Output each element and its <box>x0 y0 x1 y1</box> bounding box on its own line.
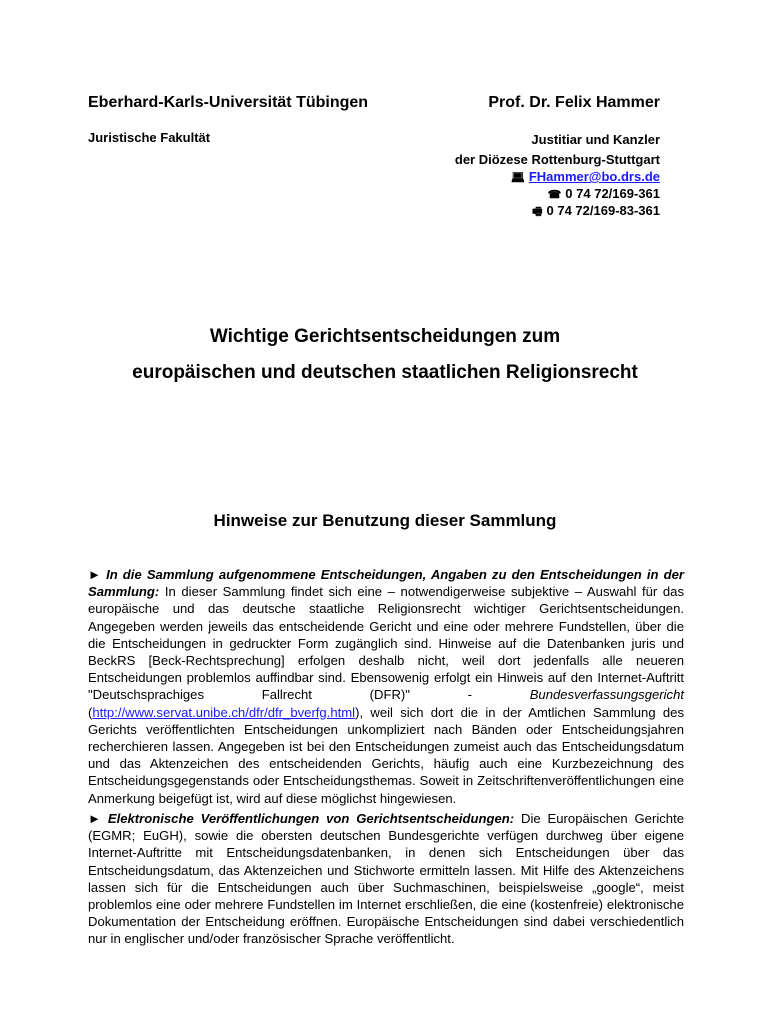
email-link[interactable]: FHammer@bo.drs.de <box>528 169 660 184</box>
fax-line <box>455 203 660 220</box>
phone-line <box>455 186 660 203</box>
header-left <box>88 92 368 145</box>
paragraph1-court: Bundesverfassungsgericht <box>529 687 684 703</box>
header-right <box>455 92 660 220</box>
paragraph1-text-a: In dieser Sammlung findet sich eine – notwendigerweise subjektive – Auswahl für das europäische und das deutsche staatliche Religionsrecht wichtiger Gerichtsentscheidungen. Angegeben werden jeweils das entscheidende Gericht und eine oder mehrere Fundstellen, über die die Entscheidungen in gedruckter Form zugänglich sind. Hinweise auf die Datenbanken juris und BeckRS [Beck-Rechtsprechung] erfolgen deshalb nicht, weil dort jedenfalls alle neueren Entscheidungen problemlos auffindbar sind. Ebensowenig erfolgt ein Hinweis auf den Internet-Auftritt "Deutschsprachiges Fallrecht (DFR)" - <box>88 584 684 703</box>
fax-icon: 🖷︎ <box>532 206 543 218</box>
paragraph1-lead: In die Sammlung aufgenommene Entscheidungen, Angaben zu den Entscheidungen in der Sammlung: <box>88 567 685 600</box>
paragraph2-lead: Elektronische Veröffentlichungen von Gerichtsentscheidungen: <box>107 811 515 826</box>
telephone-icon: ☎ <box>547 189 562 201</box>
university-name: Eberhard-Karls-Universität Tübingen <box>88 94 369 111</box>
document-title-line1: Wichtige Gerichtsentscheidungen zum <box>209 326 561 347</box>
phone-number: 0 74 72/169-361 <box>565 186 660 201</box>
email-line <box>455 169 660 186</box>
paragraph-elektronisch <box>88 810 684 948</box>
paragraph-sammlung <box>88 566 684 807</box>
fax-number: 0 74 72/169-83-361 <box>546 203 660 218</box>
document-title-line2: europäischen und deutschen staatlichen Religionsrecht <box>132 362 638 383</box>
section-heading: Hinweise zur Benutzung dieser Sammlung <box>213 511 557 530</box>
paragraph1-open-paren: ( <box>88 704 93 720</box>
computer-icon: 💻︎ <box>510 172 525 184</box>
paragraph2-bullet: ► <box>88 811 101 826</box>
paragraph1-text-b: ), weil sich dort die in der Amtlichen Sammlung des Gerichts veröffentlichten Entscheidungen unkompliziert nach Bänden oder Entscheidungsjahren recherchieren lassen. Angegeben ist bei den Entscheidungen zumeist auch das Entscheidungsdatum und das Aktenzeichen des entscheidenden Gerichts, häufig auch eine Kurzbezeichnung des Entscheidungsgegenstands oder Entscheidungsthemas. Soweit in Zeitschriftenveröffentlichungen eine Anmerkung beigefügt ist, wird auf diese möglichst hingewiesen. <box>88 704 684 806</box>
dfr-url-link[interactable]: http://www.servat.unibe.ch/dfr/dfr_bverfg.html <box>92 704 356 720</box>
faculty-name: Juristische Fakultät <box>88 130 211 145</box>
author-role-line2: der Diözese Rottenburg-Stuttgart <box>454 151 660 167</box>
author-role-line1: Justitiar und Kanzler <box>531 132 660 147</box>
paragraph1-bullet: ► <box>88 567 101 582</box>
paragraph2-text: Die Europäischen Gerichte (EGMR; EuGH), sowie die obersten deutschen Bundesgerichte verfügen durchweg über eigene Internet-Auftritte mit Entscheidungsdatenbanken, in denen sich Entscheidungen über das Entscheidungsdatum, das Aktenzeichen und Stichworte ermitteln lassen. Mit Hilfe des Aktenzeichens lassen sich für die Entscheidungen auch über Suchmaschinen, beispielsweise „google“, meist problemlos eine oder mehrere Fundstellen im Internet erschließen, die eine (kostenfreie) elektronische Dokumentation der Entscheidung eröffnen. Europäische Entscheidungen sind dabei verschiedentlich nur in englischer und/oder französischer Sprache veröffentlicht. <box>88 811 684 947</box>
author-name: Prof. Dr. Felix Hammer <box>488 94 660 111</box>
